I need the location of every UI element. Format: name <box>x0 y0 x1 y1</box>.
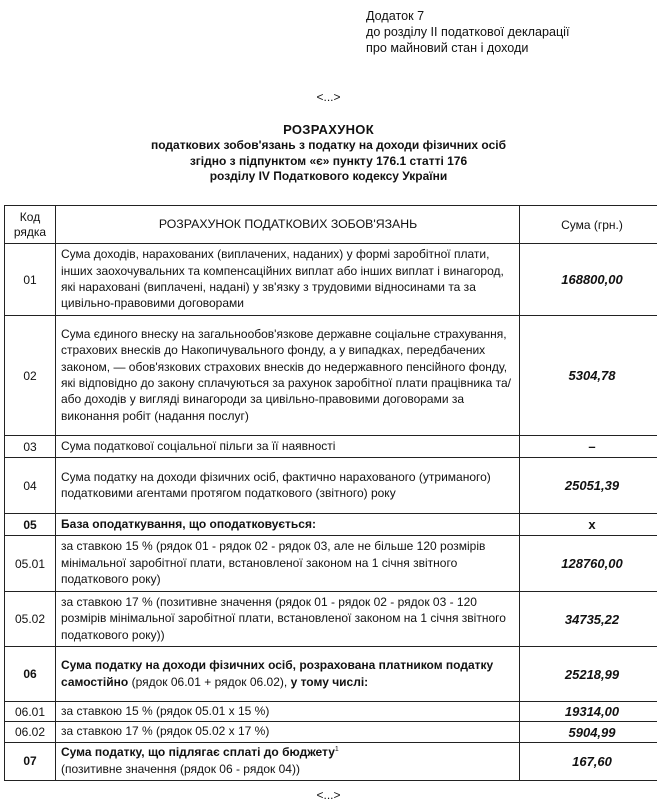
row-description: Сума податкової соціальної пільги за її наявності <box>56 436 520 458</box>
appendix-line-3: про майновий стан і доходи <box>366 41 529 55</box>
header-code: Код рядка <box>5 206 56 244</box>
row-description: за ставкою 15 % (рядок 05.01 х 15 %) <box>56 702 520 722</box>
row-description: Сума доходів, нарахованих (виплачених, наданих) у формі заробітної плати, інших заохочувальних та компенсаційних виплат або інших виплат і винагород, які нараховані (виплачені, надані) у зв'язку з трудовими відносинами та за цивільно-правовими договорами <box>56 244 520 316</box>
table-row <box>5 514 657 536</box>
table-row <box>5 316 657 436</box>
row-description: Сума податку на доходи фізичних осіб, фактично нарахованого (утриманого) податковими агентами протягом податкового (звітного) року <box>56 458 520 514</box>
row-sum: 19314,00 <box>520 702 657 722</box>
appendix-line-1: Додаток 7 <box>366 9 425 23</box>
table-row <box>5 647 657 702</box>
row-sum: 168800,00 <box>520 244 657 316</box>
row-description: Сума єдиного внеску на загальнообов'язкове державне соціальне страхування, страхових внесків до Накопичувального фонду, а у випадках, передбачених законом, — обов'язкових страхових внесків до недержавного пенсійного фонду, які відповідно до закону сплачуються за рахунок заробітної плати працівника та/або доходів у вигляді винагороди за цивільно-правовими договорами за виконання робіт (надання послуг) <box>56 316 520 436</box>
table-row <box>5 722 657 742</box>
row-code: 06.02 <box>5 722 56 742</box>
footnote-marker: 1 <box>334 746 339 754</box>
row-description-bold: Сума податку, що підлягає сплаті до бюджету <box>61 745 335 760</box>
row-description-bold-tail: у тому числі: <box>290 674 369 689</box>
row-code: 04 <box>5 458 56 514</box>
row-sum: 128760,00 <box>520 536 657 592</box>
row-sum: – <box>520 436 657 458</box>
row-sum: 34735,22 <box>520 592 657 647</box>
appendix-line-2: до розділу ІІ податкової декларації <box>366 25 570 39</box>
appendix-reference <box>366 8 569 56</box>
row-code: 05.01 <box>5 536 56 592</box>
row-sum: х <box>520 514 657 536</box>
row-sum: 5904,99 <box>520 722 657 742</box>
row-code: 05 <box>5 514 56 536</box>
table-row <box>5 244 657 316</box>
ellipsis-top: <...> <box>316 90 341 104</box>
row-code: 02 <box>5 316 56 436</box>
table-header-row <box>5 206 657 244</box>
row-code: 06 <box>5 647 56 702</box>
row-description: База оподаткування, що оподатковується: <box>56 514 520 536</box>
row-sum: 25051,39 <box>520 458 657 514</box>
header-description: РОЗРАХУНОК ПОДАТКОВИХ ЗОБОВ'ЯЗАНЬ <box>56 206 520 244</box>
row-code: 01 <box>5 244 56 316</box>
row-description: за ставкою 17 % (рядок 05.02 х 17 %) <box>56 722 520 742</box>
title-line-1: податкових зобов'язань з податку на доходи фізичних осіб <box>151 138 506 152</box>
row-sum: 167,60 <box>520 742 657 780</box>
row-description <box>56 742 520 780</box>
row-description <box>56 647 520 702</box>
title-line-2: згідно з підпунктом «є» пункту 176.1 статті 176 <box>189 153 468 168</box>
row-description-bold: Сума податку на доходи фізичних осіб, розрахована платником податку самостійно <box>61 658 494 689</box>
title-main: РОЗРАХУНОК <box>283 122 374 137</box>
document-title <box>0 122 657 185</box>
header-sum: Сума (грн.) <box>520 206 657 244</box>
row-sum: 25218,99 <box>520 647 657 702</box>
row-code: 03 <box>5 436 56 458</box>
table-row <box>5 536 657 592</box>
title-line-3: розділу ІV Податкового кодексу України <box>209 169 448 183</box>
table-row <box>5 436 657 458</box>
row-description: за ставкою 15 % (рядок 01 - рядок 02 - рядок 03, але не більше 120 розмірів мінімальної заробітної плати, встановленої законом на 1 січня звітного податкового року) <box>56 536 520 592</box>
table-row <box>5 702 657 722</box>
row-description-normal: (рядок 06.01 + рядок 06.02), <box>131 674 288 689</box>
ellipsis-bottom: <...> <box>316 788 341 802</box>
row-code: 07 <box>5 742 56 780</box>
row-description: за ставкою 17 % (позитивне значення (рядок 01 - рядок 02 - рядок 03 - 120 розмірів мінімальної заробітної плати, встановленої законом на 1 січня звітного податкового року)) <box>56 592 520 647</box>
table-row <box>5 592 657 647</box>
row-description-normal: (позитивне значення (рядок 06 - рядок 04)) <box>61 761 300 776</box>
table-row <box>5 742 657 780</box>
row-sum: 5304,78 <box>520 316 657 436</box>
row-code: 05.02 <box>5 592 56 647</box>
tax-calculation-table <box>4 205 657 781</box>
row-code: 06.01 <box>5 702 56 722</box>
table-row <box>5 458 657 514</box>
